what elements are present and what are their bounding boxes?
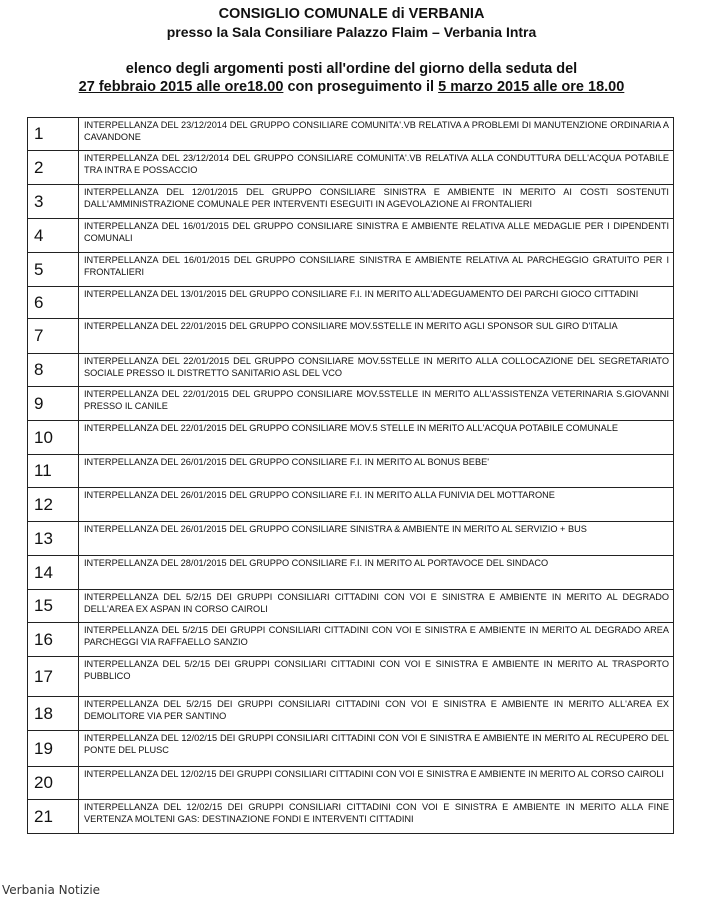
- first-session-date: 27 febbraio 2015 alle ore18.00: [78, 79, 284, 95]
- agenda-row: [28, 767, 674, 800]
- agenda-item-text: INTERPELLANZA DEL 5/2/15 DEI GRUPPI CONSILIARI CITTADINI CON VOI E SINISTRA E AMBIENTE IN MERITO AL TRASPORTO PUBBLICO: [79, 657, 674, 697]
- agenda-row: [28, 253, 674, 287]
- agenda-item-number: 14: [28, 556, 79, 590]
- agenda-row: [28, 590, 674, 623]
- agenda-item-number: 2: [28, 151, 79, 185]
- agenda-row: [28, 319, 674, 354]
- agenda-item-text: INTERPELLANZA DEL 5/2/15 DEI GRUPPI CONSILIARI CITTADINI CON VOI E SINISTRA E AMBIENTE IN MERITO AL DEGRADO DELL'AREA EX ASPAN IN CORSO CAIROLI: [79, 590, 674, 623]
- agenda-item-number: 13: [28, 522, 79, 556]
- continuation-text: con proseguimento il: [283, 79, 439, 95]
- agenda-item-number: 16: [28, 623, 79, 657]
- agenda-row: [28, 118, 674, 151]
- source-watermark: Verbania Notizie: [2, 883, 101, 897]
- agenda-row: [28, 800, 674, 834]
- agenda-item-number: 21: [28, 800, 79, 834]
- agenda-item-text: INTERPELLANZA DEL 16/01/2015 DEL GRUPPO CONSILIARE SINISTRA E AMBIENTE RELATIVA AL PARCHEGGIO GRATUITO PER I FRONTALIERI: [79, 253, 674, 287]
- agenda-row: [28, 522, 674, 556]
- agenda-item-number: 4: [28, 219, 79, 253]
- agenda-row: [28, 387, 674, 421]
- agenda-item-number: 19: [28, 731, 79, 767]
- agenda-item-number: 12: [28, 488, 79, 522]
- agenda-intro: elenco degli argomenti posti all'ordine del giorno della seduta del: [125, 61, 578, 77]
- agenda-item-number: 6: [28, 287, 79, 319]
- agenda-item-number: 8: [28, 354, 79, 387]
- agenda-row: [28, 287, 674, 319]
- agenda-item-text: INTERPELLANZA DEL 22/01/2015 DEL GRUPPO CONSILIARE MOV.5STELLE IN MERITO ALLA COLLOCAZIONE DEL SEGRETARIATO SOCIALE PRESSO IL DISTRETTO SANITARIO ASL DEL VCO: [79, 354, 674, 387]
- agenda-item-text: INTERPELLANZA DEL 12/02/15 DEI GRUPPI CONSILIARI CITTADINI CON VOI E SINISTRA E AMBIENTE IN MERITO AL RECUPERO DEL PONTE DEL PLUSC: [79, 731, 674, 767]
- agenda-row: [28, 697, 674, 731]
- session-dates: [0, 79, 703, 95]
- agenda-item-number: 5: [28, 253, 79, 287]
- council-title: CONSIGLIO COMUNALE di VERBANIA: [218, 6, 485, 22]
- agenda-item-text: INTERPELLANZA DEL 26/01/2015 DEL GRUPPO CONSILIARE F.I. IN MERITO AL BONUS BEBE': [79, 455, 674, 488]
- agenda-item-text: INTERPELLANZA DEL 12/02/15 DEI GRUPPI CONSILIARI CITTADINI CON VOI E SINISTRA E AMBIENTE IN MERITO ALLA FINE VERTENZA MOLTENI GAS: DESTINAZIONE FONDI E INTERVENTI CITTADINI: [79, 800, 674, 834]
- agenda-item-text: INTERPELLANZA DEL 12/01/2015 DEL GRUPPO CONSILIARE SINISTRA E AMBIENTE IN MERITO AI COSTI SOSTENUTI DALL'AMMINISTRAZIONE COMUNALE PER INTERVENTI ESEGUITI IN AGEVOLAZIONE AI FRONTALIERI: [79, 185, 674, 219]
- agenda-row: [28, 151, 674, 185]
- agenda-item-text: INTERPELLANZA DEL 12/02/15 DEI GRUPPI CONSILIARI CITTADINI CON VOI E SINISTRA E AMBIENTE IN MERITO AL CORSO CAIROLI: [79, 767, 674, 800]
- agenda-row: [28, 488, 674, 522]
- agenda-item-number: 3: [28, 185, 79, 219]
- agenda-row: [28, 556, 674, 590]
- agenda-item-number: 9: [28, 387, 79, 421]
- agenda-item-number: 10: [28, 421, 79, 455]
- agenda-item-text: INTERPELLANZA DEL 5/2/15 DEI GRUPPI CONSILIARI CITTADINI CON VOI E SINISTRA E AMBIENTE IN MERITO AL DEGRADO AREA PARCHEGGI VIA RAFFAELLO SANZIO: [79, 623, 674, 657]
- agenda-item-text: INTERPELLANZA DEL 5/2/15 DEI GRUPPI CONSILIARI CITTADINI CON VOI E SINISTRA E AMBIENTE IN MERITO ALL'AREA EX DEMOLITORE VIA PER SANTINO: [79, 697, 674, 731]
- agenda-item-number: 17: [28, 657, 79, 697]
- agenda-row: [28, 354, 674, 387]
- agenda-row: [28, 731, 674, 767]
- agenda-row: [28, 455, 674, 488]
- agenda-item-text: INTERPELLANZA DEL 23/12/2014 DEL GRUPPO CONSILIARE COMUNITA'.VB RELATIVA ALLA CONDUTTURA DELL'ACQUA POTABILE TRA INTRA E POSSACCIO: [79, 151, 674, 185]
- agenda-item-text: INTERPELLANZA DEL 22/01/2015 DEL GRUPPO CONSILIARE MOV.5STELLE IN MERITO AGLI SPONSOR SUL GIRO D'ITALIA: [79, 319, 674, 354]
- agenda-row: [28, 185, 674, 219]
- agenda-item-text: INTERPELLANZA DEL 22/01/2015 DEL GRUPPO CONSILIARE MOV.5STELLE IN MERITO ALL'ASSISTENZA VETERINARIA S.GIOVANNI PRESSO IL CANILE: [79, 387, 674, 421]
- second-session-date: 5 marzo 2015 alle ore 18.00: [438, 79, 625, 95]
- agenda-row: [28, 421, 674, 455]
- agenda-row: [28, 623, 674, 657]
- agenda-item-number: 7: [28, 319, 79, 354]
- agenda-item-text: INTERPELLANZA DEL 28/01/2015 DEL GRUPPO CONSILIARE F.I. IN MERITO AL PORTAVOCE DEL SINDACO: [79, 556, 674, 590]
- agenda-item-text: INTERPELLANZA DEL 13/01/2015 DEL GRUPPO CONSILIARE F.I. IN MERITO ALL'ADEGUAMENTO DEI PARCHI GIOCO CITTADINI: [79, 287, 674, 319]
- agenda-table: [27, 117, 674, 834]
- venue-subtitle: presso la Sala Consiliare Palazzo Flaim – Verbania Intra: [166, 24, 537, 40]
- agenda-item-number: 1: [28, 118, 79, 151]
- agenda-item-number: 20: [28, 767, 79, 800]
- agenda-item-text: INTERPELLANZA DEL 26/01/2015 DEL GRUPPO CONSILIARE F.I. IN MERITO ALLA FUNIVIA DEL MOTTARONE: [79, 488, 674, 522]
- agenda-item-text: INTERPELLANZA DEL 16/01/2015 DEL GRUPPO CONSILIARE SINISTRA E AMBIENTE RELATIVA ALLE MEDAGLIE PER I DIPENDENTI COMUNALI: [79, 219, 674, 253]
- agenda-item-number: 18: [28, 697, 79, 731]
- agenda-item-text: INTERPELLANZA DEL 26/01/2015 DEL GRUPPO CONSILIARE SINISTRA & AMBIENTE IN MERITO AL SERVIZIO + BUS: [79, 522, 674, 556]
- agenda-row: [28, 657, 674, 697]
- agenda-item-number: 15: [28, 590, 79, 623]
- agenda-item-text: INTERPELLANZA DEL 23/12/2014 DEL GRUPPO CONSILIARE COMUNITA'.VB RELATIVA A PROBLEMI DI MANUTENZIONE ORDINARIA A CAVANDONE: [79, 118, 674, 151]
- agenda-item-text: INTERPELLANZA DEL 22/01/2015 DEL GRUPPO CONSILIARE MOV.5 STELLE IN MERITO ALL'ACQUA POTABILE COMUNALE: [79, 421, 674, 455]
- agenda-row: [28, 219, 674, 253]
- agenda-item-number: 11: [28, 455, 79, 488]
